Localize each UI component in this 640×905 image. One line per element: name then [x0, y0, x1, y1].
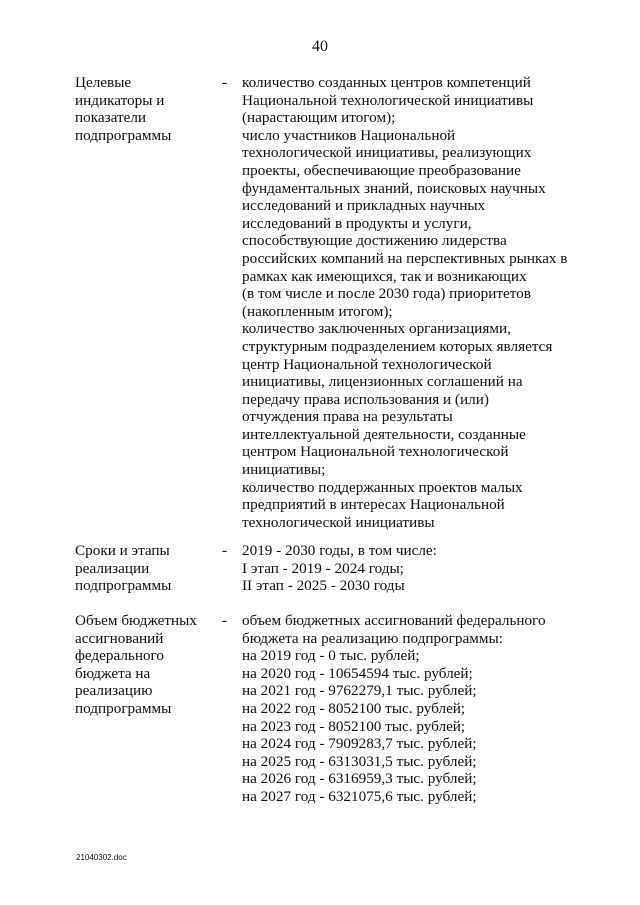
label-line: Целевые	[75, 74, 132, 91]
label-line: показатели	[75, 109, 147, 127]
content-line: Национальной технологической инициативы	[242, 91, 534, 109]
content-line: на 2024 год - 7909283,7 тыс. рублей;	[242, 735, 477, 753]
content-line: рамках как имеющихся, так и возникающих	[242, 267, 527, 285]
section-content	[242, 612, 582, 806]
document-file-code: 21040302.doc	[76, 853, 127, 862]
section-label	[75, 612, 215, 718]
label-line: ассигнований	[75, 629, 164, 647]
label-line: индикаторы и	[75, 91, 165, 109]
content-line: II этап - 2025 - 2030 годы	[242, 577, 405, 595]
section-label	[75, 74, 215, 144]
content-line: количество созданных центров компетенций	[242, 74, 531, 91]
label-line: реализацию	[75, 682, 153, 700]
content-line: (в том числе и после 2030 года) приоритетов	[242, 285, 531, 303]
content-line: на 2023 год - 8052100 тыс. рублей;	[242, 717, 466, 735]
content-line: (накопленным итогом);	[242, 302, 393, 320]
content-line: технологической инициативы, реализующих	[242, 144, 532, 162]
section-dash: -	[222, 74, 228, 91]
content-line: центр Национальной технологической	[242, 355, 492, 373]
label-line: Объем бюджетных	[75, 612, 197, 629]
content-line: число участников Национальной	[242, 126, 456, 144]
label-line: реализации	[75, 559, 150, 577]
content-line: способствующие достижению лидерства	[242, 232, 507, 250]
content-line: исследований и прикладных научных	[242, 197, 486, 215]
content-line: отчуждения права на результаты	[242, 408, 453, 426]
content-line: на 2025 год - 6313031,5 тыс. рублей;	[242, 752, 477, 770]
content-line: бюджета на реализацию подпрограммы:	[242, 629, 503, 647]
content-line: интеллектуальной деятельности, созданные	[242, 425, 526, 443]
content-line: на 2019 год - 0 тыс. рублей;	[242, 647, 420, 665]
content-line: на 2020 год - 10654594 тыс. рублей;	[242, 664, 473, 682]
content-line: структурным подразделением которых является	[242, 337, 553, 355]
content-line: объем бюджетных ассигнований федерального	[242, 612, 546, 629]
content-line: технологической инициативы	[242, 513, 435, 531]
content-line: предприятий в интересах Национальной	[242, 496, 505, 514]
content-line: проекты, обеспечивающие преобразование	[242, 161, 521, 179]
content-line: российских компаний на перспективных рынках в	[242, 249, 568, 267]
content-line: инициативы;	[242, 461, 326, 479]
content-line: I этап - 2019 - 2024 годы;	[242, 559, 404, 577]
content-line: на 2022 год - 8052100 тыс. рублей;	[242, 699, 466, 717]
content-line: (нарастающим итогом);	[242, 109, 396, 127]
content-line: передачу права использования и (или)	[242, 390, 489, 408]
content-line: 2019 - 2030 годы, в том числе:	[242, 542, 437, 559]
section-content	[242, 74, 582, 531]
content-line: фундаментальных знаний, поисковых научных	[242, 179, 546, 197]
label-line: Сроки и этапы	[75, 542, 170, 559]
section-label	[75, 542, 215, 595]
content-line: на 2021 год - 9762279,1 тыс. рублей;	[242, 682, 477, 700]
label-line: подпрограммы	[75, 699, 172, 717]
content-line: количество поддержанных проектов малых	[242, 478, 523, 496]
content-line: количество заключенных организациями,	[242, 320, 511, 338]
label-line: бюджета на	[75, 664, 151, 682]
label-line: подпрограммы	[75, 126, 172, 144]
content-line: на 2027 год - 6321075,6 тыс. рублей;	[242, 787, 477, 805]
section-content	[242, 542, 582, 595]
section-dash: -	[222, 542, 228, 559]
content-line: центром Национальной технологической	[242, 443, 509, 461]
section-dash: -	[222, 612, 228, 629]
content-line: на 2026 год - 6316959,3 тыс. рублей;	[242, 770, 477, 788]
label-line: федерального	[75, 647, 164, 665]
label-line: подпрограммы	[75, 577, 172, 595]
content-line: исследований в продукты и услуги,	[242, 214, 472, 232]
content-line: инициативы, лицензионных соглашений на	[242, 373, 523, 391]
page-number: 40	[312, 38, 328, 55]
